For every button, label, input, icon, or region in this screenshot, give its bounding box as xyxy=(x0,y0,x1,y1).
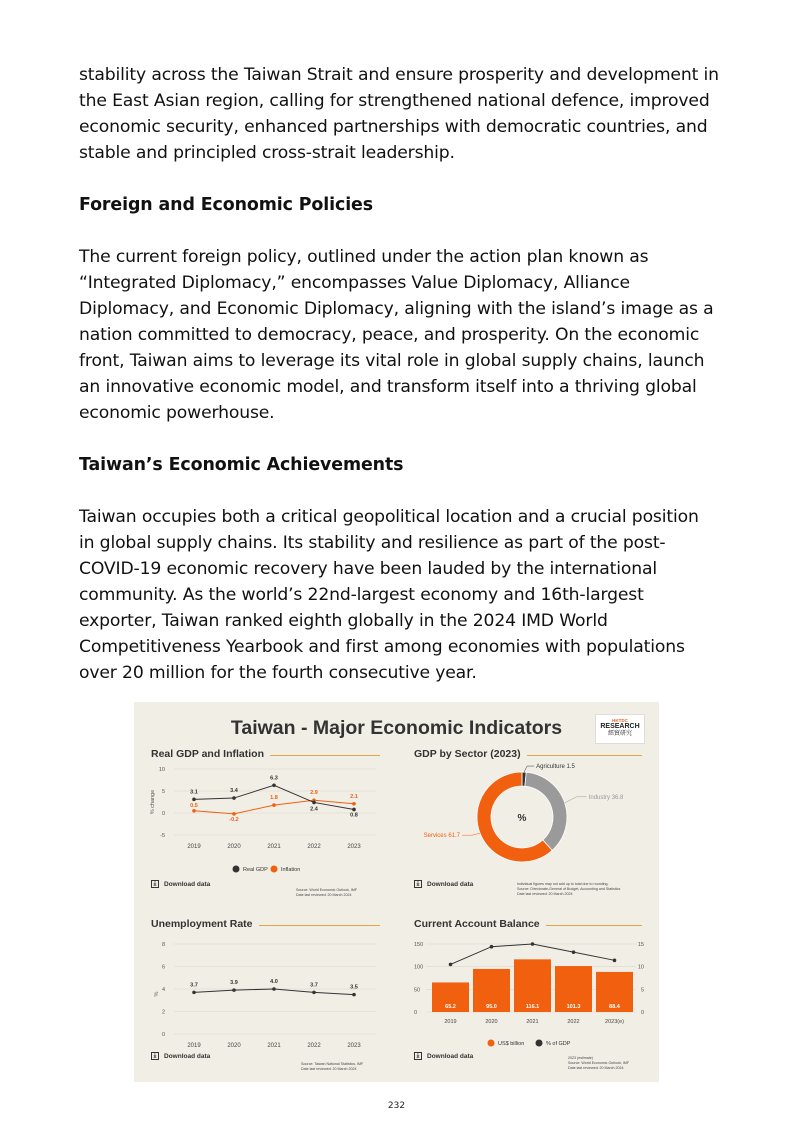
bar-value-label: 88.4 xyxy=(609,1004,620,1010)
bar-value-label: 95.0 xyxy=(486,1004,497,1010)
x-tick-label: 2021 xyxy=(267,844,281,850)
data-point xyxy=(572,950,576,954)
x-tick-label: 2023(e) xyxy=(605,1019,624,1025)
download-icon: ⤓ xyxy=(151,1052,159,1060)
unemployment-title: Unemployment Rate xyxy=(151,918,259,930)
source-unemployment: Source: Taiwan National Statistics, IMF Date last reviewed: 20 March 2024 xyxy=(301,1062,364,1071)
y-tick-label: 0 xyxy=(161,811,165,817)
data-label: 1.8 xyxy=(270,795,278,802)
x-tick-label: 2020 xyxy=(227,1043,241,1049)
download-icon: ⤓ xyxy=(414,880,422,888)
gdp-inflation-chart xyxy=(144,762,389,882)
pie-slice-industry xyxy=(525,772,567,850)
y-tick-label: 8 xyxy=(161,942,165,948)
data-label: 2.9 xyxy=(310,790,318,797)
heading-economic-achievements: Taiwan’s Economic Achievements xyxy=(79,455,404,475)
y-tick-label-left: 100 xyxy=(414,964,424,971)
download-icon: ⤓ xyxy=(414,1052,422,1060)
x-tick-label: 2019 xyxy=(444,1019,457,1025)
data-label: 3.4 xyxy=(230,788,238,795)
data-point xyxy=(192,798,196,802)
source-current-account: 2023 (estimate) Source: World Economic Outlook, IMF Date last reviewed: 20 March 2024 xyxy=(568,1056,630,1070)
data-label: 0.5 xyxy=(190,802,198,809)
data-point xyxy=(352,808,356,812)
paragraph-2: The current foreign policy, outlined under the action plan known as “Integrated Diplomacy,” encompasses Value Diplomacy, Alliance Diplomacy, and Economic Diplomacy, aligning with the island’s image as a nation committed to democracy, peace, and prosperity. On the economic front, Taiwan aims to leverage its vital role in global supply chains, launch an innovative economic model, and transform itself into a thriving global economic powerhouse. xyxy=(79,247,714,423)
download-icon: ⤓ xyxy=(151,880,159,888)
download-data-unemployment[interactable]: ⤓ Download data xyxy=(151,1052,210,1060)
x-tick-label: 2022 xyxy=(567,1019,580,1025)
data-label: 3.5 xyxy=(350,984,358,991)
data-label: 3.7 xyxy=(190,982,198,989)
data-label: 3.9 xyxy=(230,980,238,987)
legend-label: US$ billion xyxy=(498,1041,525,1047)
series-line-inflation xyxy=(194,800,354,814)
y-tick-label-left: 0 xyxy=(414,1010,418,1016)
gdp-inflation-title: Real GDP and Inflation xyxy=(151,748,270,760)
infographic-title: Taiwan - Major Economic Indicators xyxy=(230,717,563,739)
data-point xyxy=(272,783,276,787)
leader-line xyxy=(524,766,534,772)
x-tick-label: 2019 xyxy=(187,1043,201,1049)
current-account-title: Current Account Balance xyxy=(414,918,546,930)
data-point xyxy=(352,802,356,806)
source-gdp: Source: World Economic Outlook, IMF Date last reviewed: 20 March 2024 xyxy=(296,888,358,897)
y-axis-label: % xyxy=(154,991,160,997)
x-tick-label: 2023 xyxy=(347,1043,361,1049)
x-tick-label: 2021 xyxy=(526,1019,539,1025)
data-point xyxy=(312,801,316,805)
hktdc-research-logo: HKTDC RESEARCH 經貿研究 xyxy=(595,714,645,744)
source-sector: Individual figures may not add up to total due to rounding. Source: Directorate-General of Budget, Accounting and Statistics Date last reviewed: 20 March 2024 xyxy=(517,882,621,896)
legend-label: % of GDP xyxy=(546,1041,571,1047)
page-number: 232 xyxy=(387,1101,406,1111)
data-point xyxy=(490,945,494,949)
data-label: 4.0 xyxy=(270,979,278,985)
unemployment-chart xyxy=(144,934,389,1052)
data-label: 2.4 xyxy=(310,806,318,813)
current-account-chart xyxy=(404,934,654,1052)
data-point xyxy=(272,987,276,991)
data-point xyxy=(312,991,316,995)
data-point xyxy=(232,988,236,992)
paragraph-3: Taiwan occupies both a critical geopolitical location and a crucial position in global supply chains. Its stability and resilience as part of the post-COVID-19 economic recovery have been lauded by the international community. As the world’s 22nd-largest economy and 16th-largest exporter, Taiwan ranked eighth globally in the 2024 IMD World Competitiveness Yearbook and first among economies with populations over 20 million for the fourth consecutive year. xyxy=(79,507,699,683)
data-point xyxy=(192,991,196,995)
slice-label: Industry 36.8 xyxy=(588,794,624,801)
y-tick-label: 6 xyxy=(161,964,165,971)
data-point xyxy=(449,963,453,967)
y-tick-label: 10 xyxy=(158,767,165,773)
y-tick-label: 4 xyxy=(161,987,165,993)
slice-label: Services 61.7 xyxy=(423,833,461,840)
download-data-gdp[interactable]: ⤓ Download data xyxy=(151,880,210,888)
y-tick-label-right: 0 xyxy=(640,1010,644,1016)
bar-value-label: 101.3 xyxy=(566,1004,581,1010)
pie-center-label: % xyxy=(517,813,527,824)
data-point xyxy=(531,942,535,946)
economic-indicators-infographic xyxy=(134,702,659,1082)
y-axis-label: % change xyxy=(150,789,156,815)
data-point xyxy=(232,796,236,800)
gdp-sector-title: GDP by Sector (2023) xyxy=(414,748,527,760)
x-tick-label: 2020 xyxy=(485,1019,498,1025)
legend-marker xyxy=(271,866,278,873)
x-tick-label: 2022 xyxy=(307,844,321,850)
y-tick-label: 5 xyxy=(161,789,165,795)
bar-value-label: 65.2 xyxy=(445,1004,456,1010)
x-tick-label: 2023 xyxy=(347,844,361,850)
x-tick-label: 2022 xyxy=(307,1043,321,1049)
paragraph-1: stability across the Taiwan Strait and ensure prosperity and development in the East Asian region, calling for strengthened national defence, improved economic security, enhanced partnerships with democratic countries, and stable and principled cross-strait leadership. xyxy=(79,65,719,163)
slice-label: Agriculture 1.5 xyxy=(536,764,575,771)
leader-line xyxy=(565,797,587,803)
download-data-sector[interactable]: ⤓ Download data xyxy=(414,880,473,888)
data-point xyxy=(232,812,236,816)
data-label: 2.1 xyxy=(350,793,358,800)
y-tick-label: 2 xyxy=(161,1009,165,1016)
legend-label: Real GDP xyxy=(243,867,268,873)
gdp-sector-chart xyxy=(404,762,654,872)
y-tick-label-right: 10 xyxy=(637,964,644,971)
legend-marker xyxy=(536,1040,543,1047)
legend-marker xyxy=(488,1040,495,1047)
data-point xyxy=(613,959,617,963)
data-point xyxy=(352,993,356,997)
y-tick-label: 0 xyxy=(161,1032,165,1038)
data-label: 3.1 xyxy=(190,789,198,796)
y-tick-label-left: 50 xyxy=(414,987,421,994)
y-tick-label: -5 xyxy=(160,833,165,839)
data-point xyxy=(192,809,196,813)
y-tick-label-left: 150 xyxy=(414,942,424,948)
x-tick-label: 2020 xyxy=(227,844,241,850)
data-label: -0.2 xyxy=(229,816,239,823)
y-tick-label-right: 15 xyxy=(637,942,644,948)
y-tick-label-right: 5 xyxy=(640,987,644,994)
x-tick-label: 2021 xyxy=(267,1043,281,1049)
x-tick-label: 2019 xyxy=(187,844,201,850)
data-point xyxy=(272,803,276,807)
bar-value-label: 116.1 xyxy=(525,1004,540,1010)
legend-label: Inflation xyxy=(281,867,301,873)
legend-marker xyxy=(233,866,240,873)
data-label: 0.8 xyxy=(350,812,358,819)
heading-foreign-economic-policies: Foreign and Economic Policies xyxy=(79,195,373,215)
data-label: 3.7 xyxy=(310,982,318,989)
data-label: 6.3 xyxy=(270,775,278,782)
download-data-current-account[interactable]: ⤓ Download data xyxy=(414,1052,473,1060)
leader-line xyxy=(462,833,480,835)
